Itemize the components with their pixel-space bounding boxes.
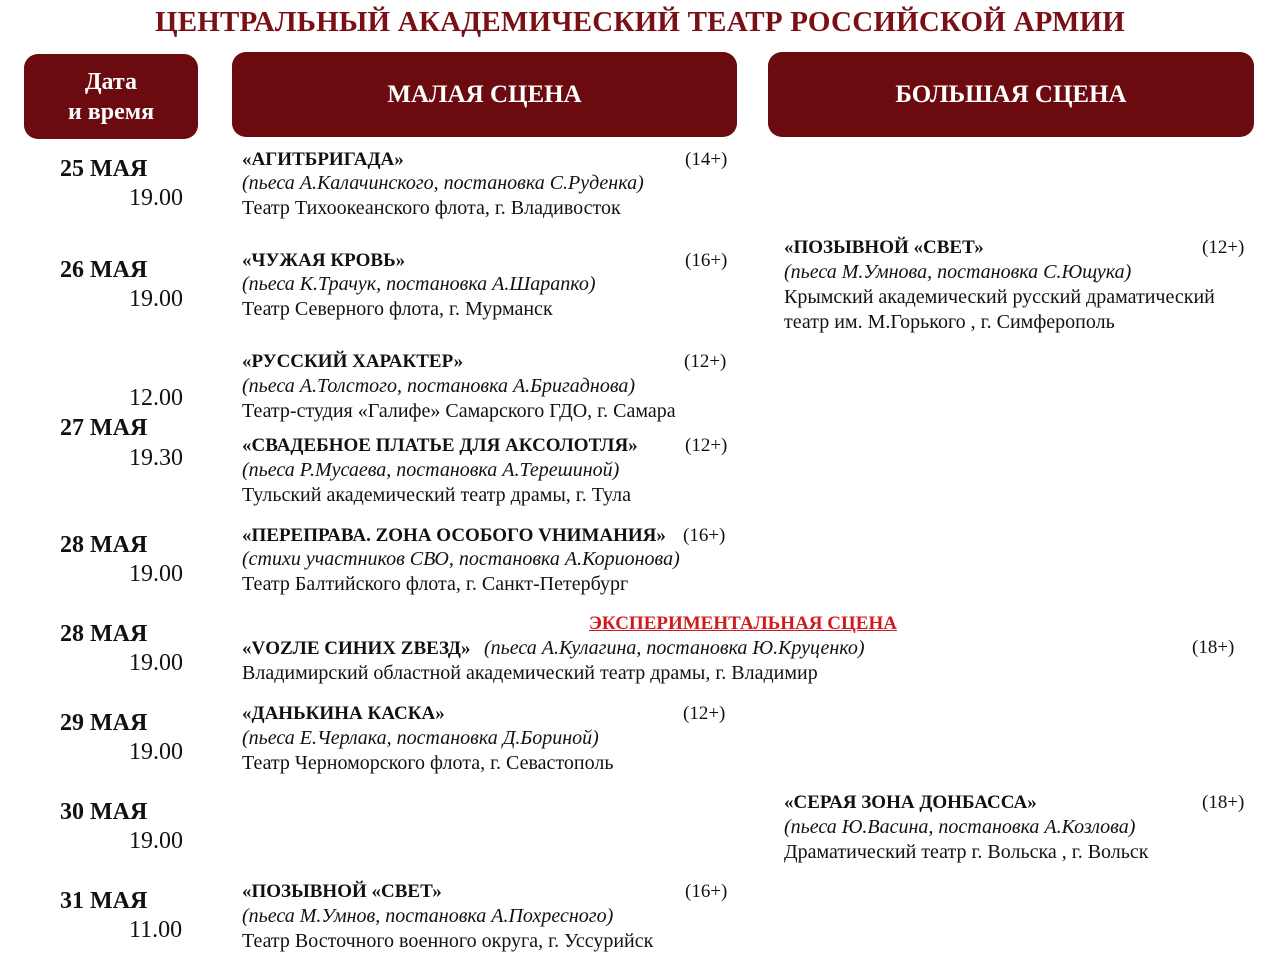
show-title: «VОZЛЕ СИНИХ ZВЕЗД» <box>242 638 471 659</box>
show-author: (стихи участников СВО, постановка А.Корионова) <box>242 548 680 570</box>
show-title: «СВАДЕБНОЕ ПЛАТЬЕ ДЛЯ АКСОЛОТЛЯ» <box>242 435 638 456</box>
date-time: 19.00 <box>129 650 183 676</box>
date-time: 19.00 <box>129 185 183 211</box>
date-day: 26 МАЯ <box>60 257 148 283</box>
show-author: (пьеса Р.Мусаева, постановка А.Терешиной) <box>242 459 620 481</box>
date-time: 12.00 <box>129 385 183 411</box>
header-date-time <box>24 54 198 139</box>
age-rating: (14+) <box>685 149 728 170</box>
age-rating: (12+) <box>683 703 726 724</box>
date-day: 27 МАЯ <box>60 415 148 441</box>
age-rating: (16+) <box>685 881 728 902</box>
show-venue: Театр Балтийского флота, г. Санкт-Петербург <box>242 573 629 595</box>
show-venue: Крымский академический русский драматический <box>784 286 1215 308</box>
date-day: 25 МАЯ <box>60 156 148 182</box>
show-title: «РУССКИЙ ХАРАКТЕР» <box>242 351 464 372</box>
page-title: ЦЕНТРАЛЬНЫЙ АКАДЕМИЧЕСКИЙ ТЕАТР РОССИЙСКОЙ АРМИИ <box>154 6 1126 38</box>
show-title: «АГИТБРИГАДА» <box>242 149 404 170</box>
show-title: «СЕРАЯ ЗОНА ДОНБАССА» <box>784 792 1037 813</box>
show-title: «ЧУЖАЯ КРОВЬ» <box>242 250 406 271</box>
show-title: «ПОЗЫВНОЙ «СВЕТ» <box>784 237 984 258</box>
header-small-stage: МАЛАЯ СЦЕНА <box>232 52 737 137</box>
show-venue: Театр Тихоокеанского флота, г. Владивосток <box>242 197 621 219</box>
header-date-line2: и время <box>67 98 155 125</box>
age-rating: (16+) <box>683 525 726 546</box>
header-big-stage: БОЛЬШАЯ СЦЕНА <box>768 52 1254 137</box>
date-time: 19.00 <box>129 828 183 854</box>
date-time: 11.00 <box>129 917 183 943</box>
show-venue: Драматический театр г. Вольска , г. Вольск <box>784 841 1149 863</box>
date-day: 30 МАЯ <box>60 799 148 825</box>
show-author: (пьеса А.Калачинского, постановка С.Руденка) <box>242 172 644 194</box>
show-venue: Театр Северного флота, г. Мурманск <box>242 298 553 320</box>
show-venue: Тульский академический театр драмы, г. Тула <box>242 484 631 506</box>
show-author: (пьеса М.Умнов, постановка А.Похресного) <box>242 905 614 927</box>
age-rating: (16+) <box>685 250 728 271</box>
show-title: «ПЕРЕПРАВА. ZОНА ОСОБОГО VНИМАНИЯ» <box>242 525 666 546</box>
date-time: 19.30 <box>129 445 183 471</box>
age-rating: (18+) <box>1192 637 1235 658</box>
show-venue: Театр-студия «Галифе» Самарского ГДО, г. Самара <box>242 400 676 422</box>
date-day: 31 МАЯ <box>60 888 148 914</box>
date-time: 19.00 <box>129 739 183 765</box>
show-venue: Владимирский областной академический театр драмы, г. Владимир <box>242 662 818 684</box>
date-time: 19.00 <box>129 561 183 587</box>
show-author: (пьеса А.Толстого, постановка А.Бригаднова) <box>242 375 636 397</box>
show-venue: театр им. М.Горького , г. Симферополь <box>784 311 1115 333</box>
date-day: 28 МАЯ <box>60 621 148 647</box>
show-author: (пьеса К.Трачук, постановка А.Шарапко) <box>242 273 596 295</box>
show-author: (пьеса Ю.Васина, постановка А.Козлова) <box>784 816 1136 838</box>
date-day: 29 МАЯ <box>60 710 148 736</box>
show-author: (пьеса Е.Черлака, постановка Д.Бориной) <box>242 727 599 749</box>
age-rating: (12+) <box>685 435 728 456</box>
date-day: 28 МАЯ <box>60 532 148 558</box>
age-rating: (12+) <box>684 351 727 372</box>
show-venue: Театр Восточного военного округа, г. Уссурийск <box>242 930 654 952</box>
show-title: «ДАНЬКИНА КАСКА» <box>242 703 445 724</box>
show-author: (пьеса М.Умнова, постановка С.Ющука) <box>784 261 1132 283</box>
show-author: (пьеса А.Кулагина, постановка Ю.Круценко) <box>484 637 865 659</box>
show-venue: Театр Черноморского флота, г. Севастополь <box>242 752 614 774</box>
show-title: «ПОЗЫВНОЙ «СВЕТ» <box>242 881 442 902</box>
date-time: 19.00 <box>129 286 183 312</box>
experimental-stage-label: ЭКСПЕРИМЕНТАЛЬНАЯ СЦЕНА <box>589 613 897 634</box>
age-rating: (18+) <box>1202 792 1245 813</box>
header-date-line1: Дата <box>85 68 137 95</box>
age-rating: (12+) <box>1202 237 1245 258</box>
